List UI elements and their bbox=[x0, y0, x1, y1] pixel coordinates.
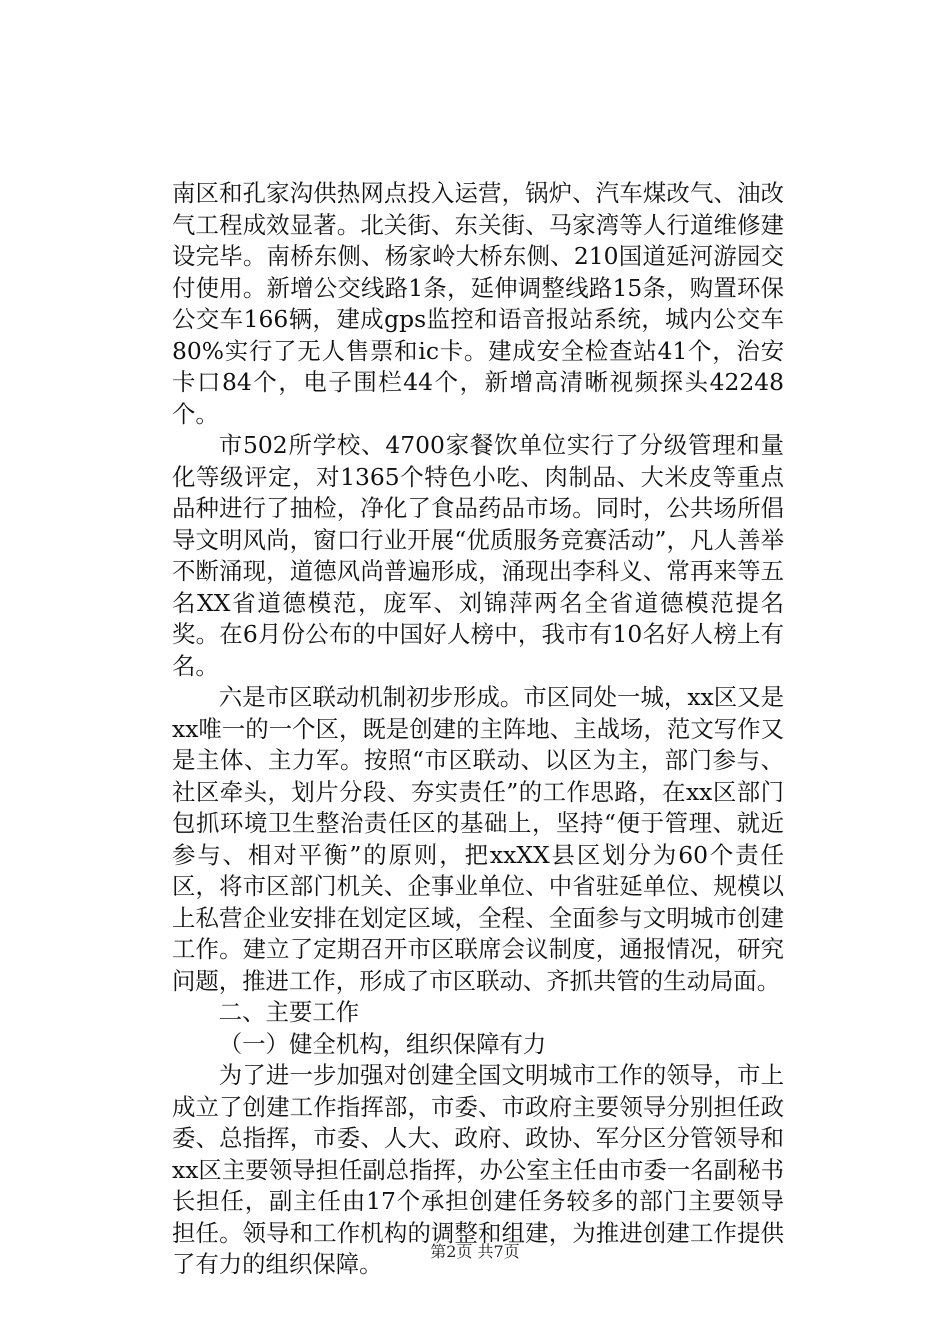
document-body bbox=[172, 178, 784, 1281]
section-heading: 二、主要工作 bbox=[218, 998, 360, 1026]
paragraph-city-district-linkage: 六是市区联动机制初步形成。市区同处一城，xx区又是xx唯一的一个区，既是创建的主阵地、主战场，范文写作又是主体、主力军。按照“市区联动、以区为主，部门参与、社区牵头，划片分段、夯实责任”的工作思路，在xx区部门包抓环境卫生整治责任区的基础上，坚持“便于管理、就近参与、相对平衡”的原则，把xxXX县区划分为60个责任区，将市区部门机关、企事业单位、中省驻延单位、规模以上私营企业安排在划定区域，全程、全面参与文明城市创建工作。建立了定期召开市区联席会议制度，通报情况，研究问题，推进工作，形成了市区联动、齐抓共管的生动局面。 bbox=[172, 683, 784, 995]
paragraph-food-safety: 市502所学校、4700家餐饮单位实行了分级管理和量化等级评定，对1365个特色小吃、肉制品、大米皮等重点品种进行了抽检，净化了食品药品市场。同时，公共场所倡导文明风尚，窗口行业开展“优质服务竞赛活动”，凡人善举不断涌现，道德风尚普遍形成，涌现出李科义、常再来等五名XX省道德模范，庞军、刘锦萍两名全省道德模范提名奖。在6月份公布的中国好人榜中，我市有10名好人榜上有名。 bbox=[172, 431, 784, 680]
page-number-footer: 第2页 共7页 bbox=[430, 1242, 520, 1261]
paragraph-organization: 为了进一步加强对创建全国文明城市工作的领导，市上成立了创建工作指挥部，市委、市政府主要领导分别担任政委、总指挥，市委、人大、政府、政协、军分区分管领导和xx区主要领导担任副总指挥，办公室主任由市委一名副秘书长担任，副主任由17个承担创建任务较多的部门主要领导担任。领导和工作机构的调整和组建，为推进创建工作提供了有力的组织保障。 bbox=[172, 1061, 784, 1278]
subsection-heading: （一）健全机构，组织保障有力 bbox=[218, 1029, 547, 1058]
paragraph-continuation: 南区和孔家沟供热网点投入运营，锅炉、汽车煤改气、油改气工程成效显著。北关街、东关街、马家湾等人行道维修建设完毕。南桥东侧、杨家岭大桥东侧、210国道延河游园交付使用。新增公交线路1条，延伸调整线路15条，购置环保公交车166辆，建成gps监控和语音报站系统，城内公交车80%实行了无人售票和ic卡。建成安全检查站41个，治安卡口84个，电子围栏44个，新增高清晰视频探头42248个。 bbox=[172, 179, 784, 428]
